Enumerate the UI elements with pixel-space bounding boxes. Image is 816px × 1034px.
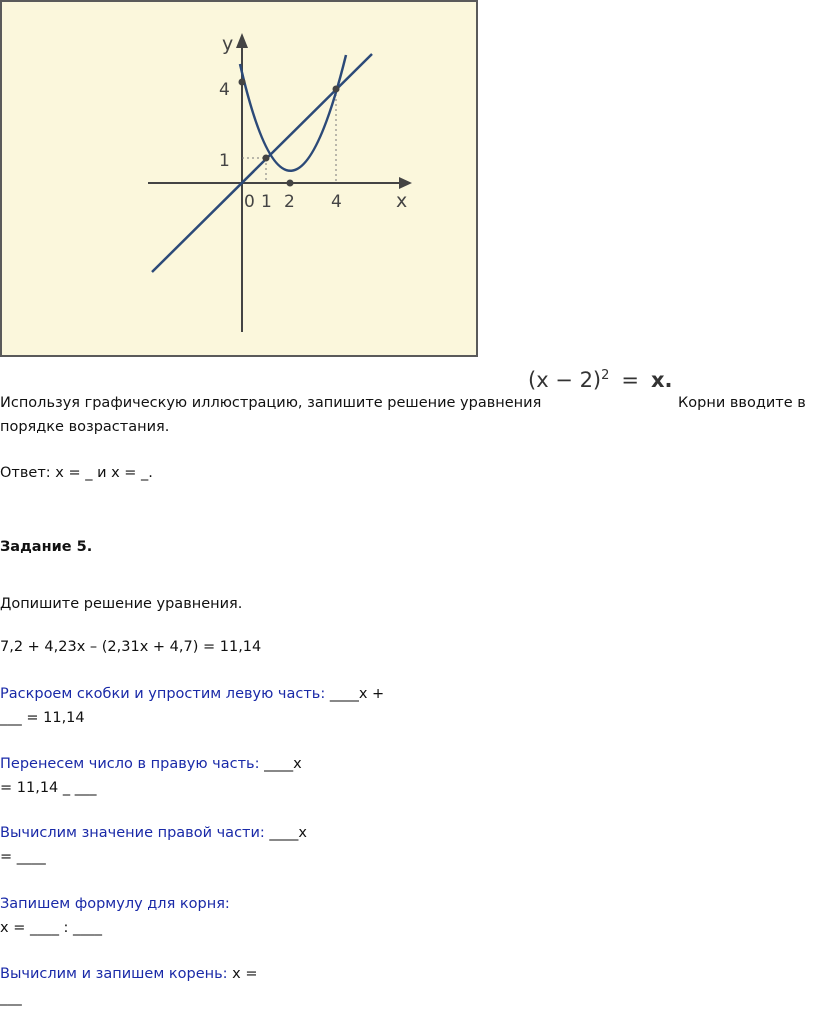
tick-x-1: 1 [261,192,272,212]
step-2 [0,754,302,774]
task5-equation: 7,2 + 4,23x – (2,31x + 4,7) = 11,14 [0,639,262,655]
step-3 [0,823,307,843]
step-5 [0,964,258,984]
equation-left: (x − 2) [528,368,602,392]
task4-answer: Ответ: x = _ и x = _. [0,465,153,481]
equation-power: 2 [601,368,610,383]
step-4-line2: x = ____ : ____ [0,920,103,936]
step-3-tail: ____x [264,825,307,841]
point-2-0 [287,180,294,187]
equation-eq: = [621,368,640,392]
parabola-curve [240,55,346,171]
step-3-label: Вычислим значение правой части: [0,825,265,841]
step-5-label: Вычислим и запишем корень: [0,966,228,982]
tick-x-4: 4 [331,192,342,212]
step-4-label: Запишем формулу для корня: [0,896,230,912]
tick-y-1: 1 [219,151,230,171]
tick-x-0: 0 [244,192,255,212]
task5-instruction: Допишите решение уравнения. [0,596,243,612]
equation-right: x. [651,368,673,392]
step-2-tail: ____x [259,756,302,772]
step-1-line2: ___ = 11,14 [0,710,85,726]
step-5-tail: x = [227,966,258,982]
task4-text-line2: порядке возрастания. [0,419,170,435]
tick-y-4: 4 [219,80,230,100]
step-3-line2: = ____ [0,849,46,865]
task4-text-before: Используя графическую иллюстрацию, запишите решение уравнения [0,395,542,411]
axis-label-y: y [222,33,234,55]
point-4-4 [333,86,340,93]
axis-label-x: x [396,190,408,212]
step-1-tail: ____x + [325,686,385,702]
point-0-4 [239,79,246,86]
x-axis-arrow [399,177,412,189]
step-4 [0,894,230,914]
step-5-line2: ___ [0,990,22,1006]
step-1-label: Раскроем скобки и упростим левую часть: [0,686,326,702]
graph-figure [0,0,478,357]
task4-equation [528,368,673,392]
graph-svg [2,2,480,359]
step-2-label: Перенесем число в правую часть: [0,756,260,772]
line-y-equals-x [152,54,372,272]
task4-text-line1 [0,393,541,413]
tick-x-2: 2 [284,192,295,212]
task5-title: Задание 5. [0,539,93,555]
task4-text-after: Корни вводите в [678,395,806,411]
step-1 [0,684,384,704]
y-axis-arrow [236,33,248,48]
step-2-line2: = 11,14 _ ___ [0,780,97,796]
point-1-1 [263,155,270,162]
